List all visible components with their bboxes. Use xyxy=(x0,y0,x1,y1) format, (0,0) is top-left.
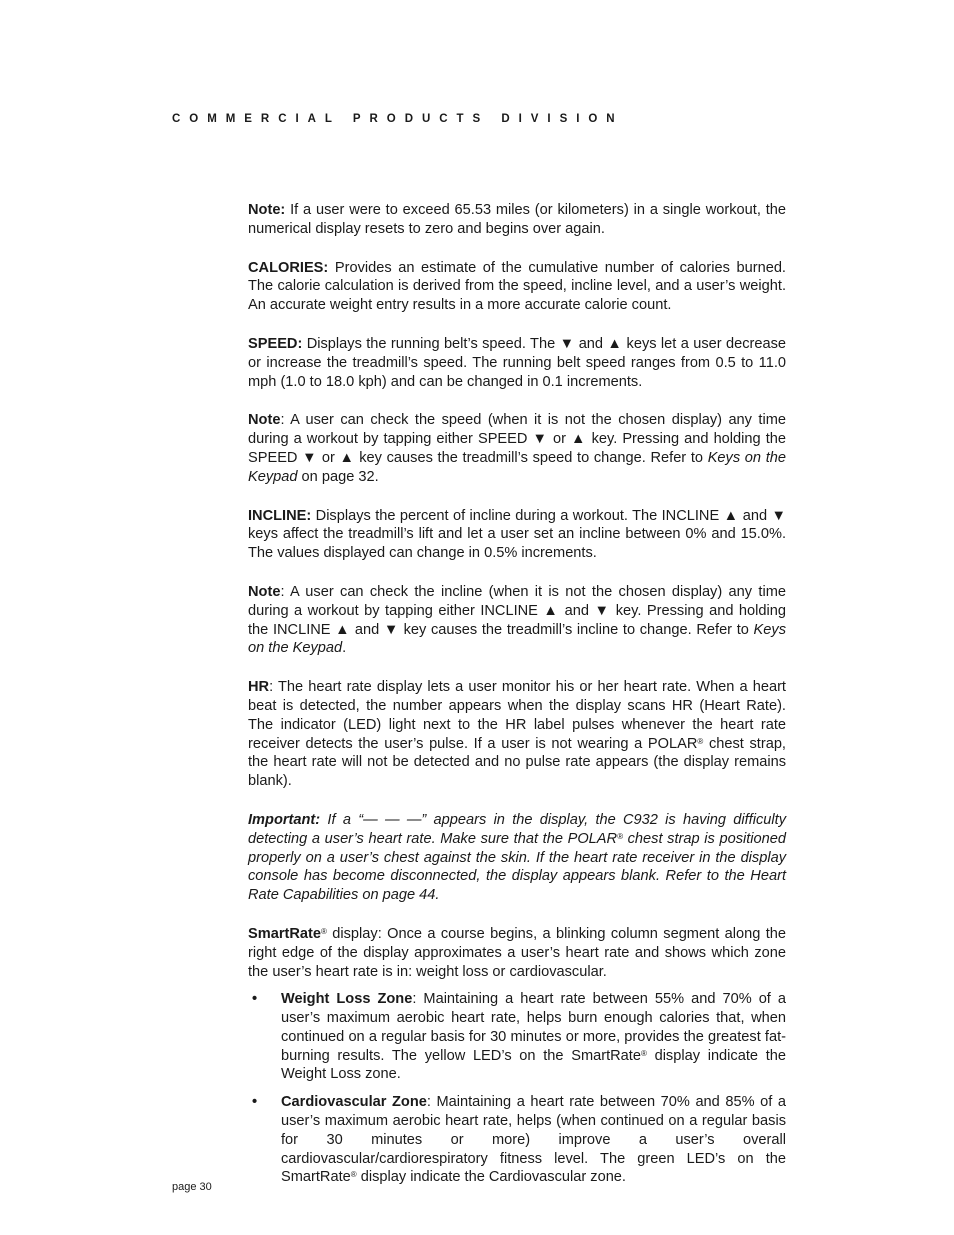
calories-label: CALORIES: xyxy=(248,259,329,276)
weight-loss-zone-tail: display indicate the Weight Loss zone. xyxy=(281,1047,786,1083)
note-speed-paragraph xyxy=(248,411,786,486)
note-speed-label: Note xyxy=(248,412,281,429)
important-tail: chest strap is positioned properly on a user’s chest against the skin. If the heart rate receiver in the display console has become disconnected, the display appears blank. Refer to the Heart Rate Capabilities on page 44. xyxy=(248,830,786,904)
note-speed-text: : A user can check the speed (when it is not the chosen display) any time during a workout by tapping either SPEED ▼ or ▲ key. Pressing and holding the SPEED ▼ or ▲ key causes the treadmill’s speed to change. Refer to xyxy=(248,412,786,466)
note-incline-label: Note xyxy=(248,583,281,600)
registered-mark: ® xyxy=(321,926,327,936)
smartrate-text: display: Once a course begins, a blinking column segment along the right edge of the display approximates a user’s heart rate and shows which zone the user’s heart rate is in: weight loss or cardiovascular. xyxy=(248,925,786,980)
note-distance-paragraph xyxy=(248,201,786,239)
weight-loss-zone-text: : Maintaining a heart rate between 55% and 70% of a user’s maximum aerobic heart rate, helps burn enough calories that, when continued on a regular basis for 30 minutes or more, provides the greatest fat-burning results. The yellow LED’s on the SmartRate xyxy=(281,991,786,1064)
registered-mark: ® xyxy=(350,1170,357,1180)
calories-text: Provides an estimate of the cumulative number of calories burned. The calorie calculation is derived from the speed, incline level, and a user’s weight. An accurate weight entry results in a more accurate calorie count. xyxy=(248,259,786,314)
note-label: Note: xyxy=(248,202,286,218)
speed-paragraph xyxy=(248,335,786,391)
smartrate-paragraph xyxy=(248,925,786,981)
note-incline-tail: . xyxy=(342,640,347,657)
list-item xyxy=(248,990,786,1084)
running-header: COMMERCIAL PRODUCTS DIVISION xyxy=(172,113,624,125)
note-speed-tail: on page 32. xyxy=(297,468,379,485)
weight-loss-zone-label: Weight Loss Zone xyxy=(281,991,413,1008)
important-label: Important: xyxy=(248,811,321,828)
important-paragraph xyxy=(248,811,786,905)
note-text: If a user were to exceed 65.53 miles (or kilometers) in a single workout, the numerical display resets to zero and begins over again. xyxy=(248,202,786,237)
hr-paragraph xyxy=(248,678,786,791)
incline-paragraph xyxy=(248,507,786,563)
page-number: page 30 xyxy=(172,1181,212,1193)
zone-list xyxy=(248,990,786,1187)
cardiovascular-zone-text: : Maintaining a heart rate between 70% and 85% of a user’s maximum aerobic heart rate, helps (when continued on a regular basis for 30 minutes or more) improve a user’s overall cardiovascular/cardiorespiratory fitness level. The green LED’s on the SmartRate xyxy=(281,1094,786,1186)
note-incline-paragraph xyxy=(248,583,786,658)
hr-text: : The heart rate display lets a user monitor his or her heart rate. When a heart beat is detected, the number appears when the display scans HR (Heart Rate). The indicator (LED) light next to the HR label pulses whenever the heart rate receiver detects the user’s pulse. If a user is not wearing a POLAR xyxy=(248,679,786,752)
cardiovascular-zone-tail: display indicate the Cardiovascular zone. xyxy=(356,1169,626,1186)
incline-label: INCLINE: xyxy=(248,507,312,524)
cardiovascular-zone-label: Cardiovascular Zone xyxy=(281,1094,427,1111)
smartrate-label: SmartRate xyxy=(248,925,321,942)
speed-text: Displays the running belt’s speed. The ▼ and ▲ keys let a user decrease or increase the treadmill’s speed. The running belt speed ranges from 0.5 to 11.0 mph (1.0 to 18.0 kph) and can be changed in 0.1 increments. xyxy=(248,335,786,390)
list-item xyxy=(248,1093,786,1187)
note-speed-reference: Keys on the Keypad xyxy=(248,449,786,485)
hr-label: HR xyxy=(248,679,270,696)
speed-label: SPEED: xyxy=(248,335,303,352)
note-incline-text: : A user can check the incline (when it is not the chosen display) any time during a workout by tapping either INCLINE ▲ and ▼ key. Pressing and holding the INCLINE ▲ and ▼ key causes the treadmill’s incline to change. Refer to xyxy=(248,583,786,638)
bullet-marker: • xyxy=(252,1094,258,1111)
registered-mark: ® xyxy=(697,736,704,746)
note-incline-reference: Keys on the Keypad xyxy=(248,621,786,657)
bullet-marker: • xyxy=(252,991,258,1008)
hr-tail: chest strap, the heart rate will not be detected and no pulse rate appears (the display remains blank). xyxy=(248,735,786,790)
registered-mark: ® xyxy=(617,831,623,841)
registered-mark: ® xyxy=(640,1048,647,1058)
incline-text: Displays the percent of incline during a workout. The INCLINE ▲ and ▼ keys affect the treadmill’s lift and let a user set an incline between 0% and 15.0%. The values displayed can change in 0.5% increments. xyxy=(248,507,786,562)
page-content xyxy=(248,201,786,1196)
calories-paragraph xyxy=(248,259,786,315)
important-text: If a “— — —” appears in the display, the C932 is having difficulty detecting a user’s heart rate. Make sure that the POLAR xyxy=(248,811,786,847)
